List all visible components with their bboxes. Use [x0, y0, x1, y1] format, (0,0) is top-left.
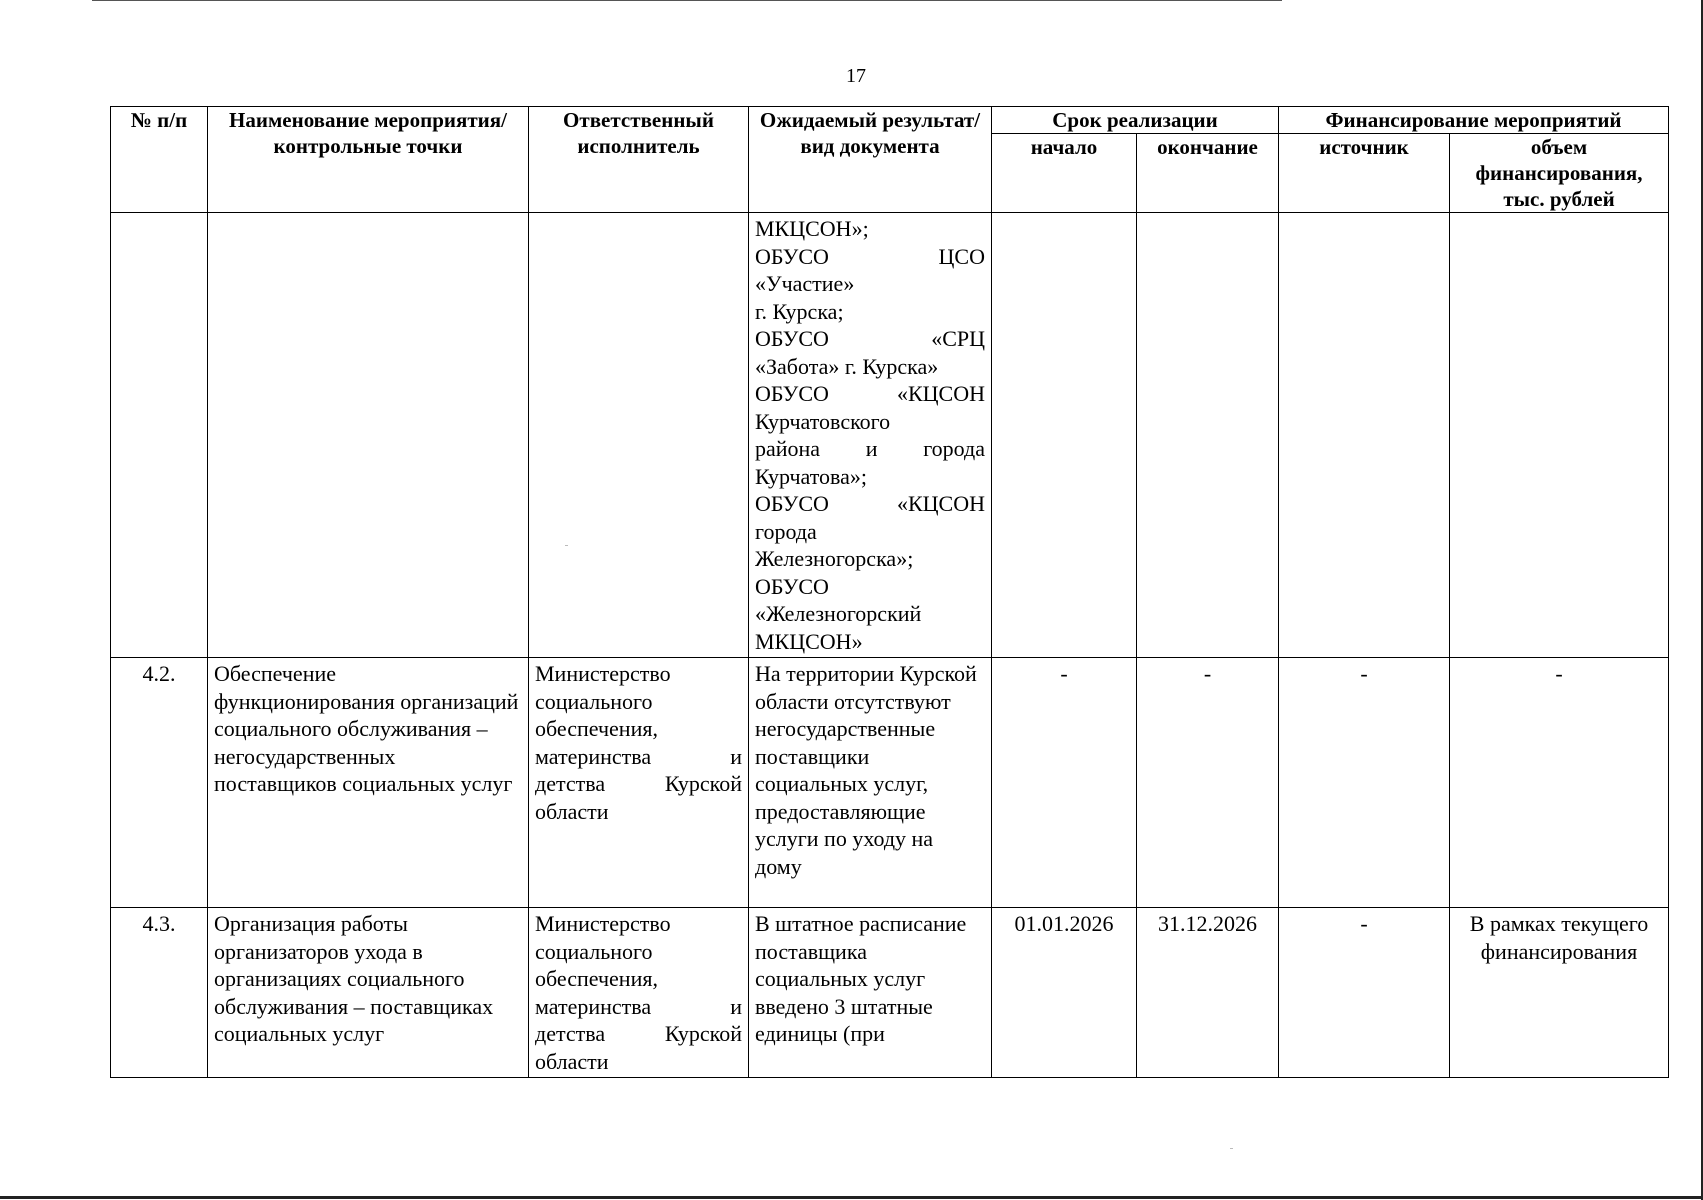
- cell-source: -: [1279, 658, 1450, 908]
- cell-volume: В рамках текущего финансирования: [1450, 908, 1669, 1078]
- cell-name-empty: [208, 213, 529, 658]
- result-line: ОБУСО «КЦСОН: [755, 491, 985, 516]
- scan-speck: [1230, 1148, 1233, 1149]
- result-line: г. Курска;: [755, 298, 844, 324]
- header-financing-source: источник: [1279, 134, 1450, 213]
- header-period: Срок реализации: [992, 107, 1279, 134]
- result-line: района и города: [755, 436, 985, 461]
- cell-start: -: [992, 658, 1137, 908]
- cell-source: -: [1279, 908, 1450, 1078]
- cell-volume-empty: [1450, 213, 1669, 658]
- result-line: Курчатовского: [755, 408, 891, 434]
- cell-end-empty: [1137, 213, 1279, 658]
- cell-result-continuation: [749, 213, 992, 658]
- cell-result: На территории Курской области отсутствуют негосударственные поставщики социальных услуг, предоставляющие услуги по уходу на дому: [749, 658, 992, 908]
- header-period-start: начало: [992, 134, 1137, 213]
- result-line: Курчатова»;: [755, 463, 868, 489]
- result-line: ОБУСО: [755, 573, 829, 599]
- header-financing-volume: объем финансирования, тыс. рублей: [1450, 134, 1669, 213]
- result-line: «Забота» г. Курска»: [755, 353, 939, 379]
- cell-start-empty: [992, 213, 1137, 658]
- header-num: № п/п: [111, 107, 208, 213]
- header-result: Ожидаемый результат/вид документа: [749, 107, 992, 213]
- table-row: [111, 658, 1669, 908]
- result-line: ОБУСО ЦСО: [755, 243, 985, 269]
- table-row-continuation: [111, 213, 1669, 658]
- cell-end: -: [1137, 658, 1279, 908]
- cell-volume: -: [1450, 658, 1669, 908]
- cell-name: Организация работы организаторов ухода в организациях социального обслуживания – поставщиках социальных услуг: [208, 908, 529, 1078]
- cell-responsible: Министерство социального обеспечения, материнства и детства Курской области: [529, 658, 749, 908]
- header-period-end: окончание: [1137, 134, 1279, 213]
- cell-result: В штатное расписание поставщика социальных услуг введено 3 штатные единицы (при: [749, 908, 992, 1078]
- cell-end: 31.12.2026: [1137, 908, 1279, 1078]
- header-financing: Финансирование мероприятий: [1279, 107, 1669, 134]
- cell-source-empty: [1279, 213, 1450, 658]
- result-line: МКЦСОН»: [755, 628, 863, 654]
- cell-num: 4.3.: [111, 908, 208, 1078]
- scan-edge-top: [92, 0, 1282, 1]
- cell-name: Обеспечение функционирования организаций социального обслуживания – негосударственных поставщиков социальных услуг: [208, 658, 529, 908]
- cell-num-empty: [111, 213, 208, 658]
- table-header-row: [111, 107, 1669, 134]
- measures-table: [110, 106, 1669, 1078]
- scan-edge-bottom: [0, 1196, 1703, 1199]
- result-line: ОБУСО «СРЦ: [755, 326, 985, 351]
- header-responsible: Ответственный исполнитель: [529, 107, 749, 213]
- result-line: города: [755, 518, 817, 544]
- result-line: «Железногорский: [755, 601, 922, 626]
- cell-start: 01.01.2026: [992, 908, 1137, 1078]
- cell-responsible-empty: [529, 213, 749, 658]
- header-name: Наименование мероприятия/контрольные точки: [208, 107, 529, 213]
- result-line: «Участие»: [755, 271, 855, 296]
- result-line: ОБУСО «КЦСОН: [755, 381, 985, 406]
- cell-responsible: Министерство социального обеспечения, материнства и детства Курской области: [529, 908, 749, 1078]
- result-line: Железногорска»;: [755, 546, 914, 571]
- result-line: МКЦСОН»;: [755, 216, 869, 241]
- cell-num: 4.2.: [111, 658, 208, 908]
- page-number: 17: [846, 65, 866, 87]
- table-row: [111, 908, 1669, 1078]
